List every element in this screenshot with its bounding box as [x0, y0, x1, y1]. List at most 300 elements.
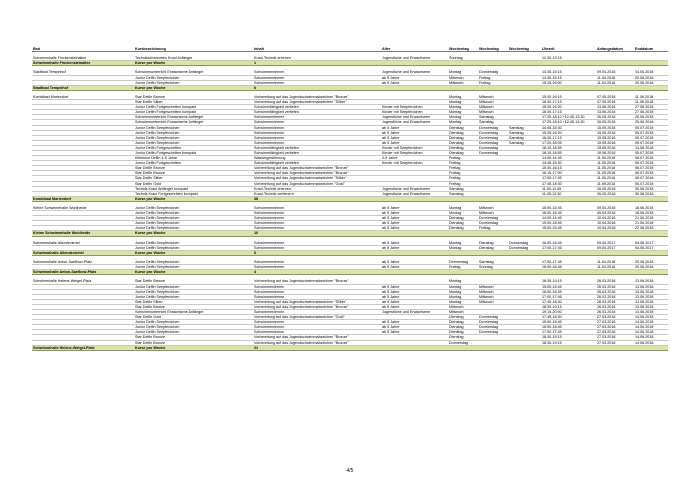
- cell-anfangsdatum: 15.05.2018: [596, 135, 634, 140]
- cell-kurs: Junior Delfin Seepferdchen: [134, 125, 253, 130]
- cell-uhrzeit: 11:45-12:30: [541, 191, 596, 196]
- cell-alter: ab 5 Jahre: [381, 125, 448, 130]
- cell-wochentag-2: Mittwoch: [478, 211, 508, 216]
- cell-alter: Alter: [381, 47, 448, 52]
- cell-inhalt: 10: [253, 231, 381, 236]
- cell-anfangsdatum: 11.04.2018: [596, 265, 634, 270]
- cell-wochentag-2: Mittwoch: [478, 110, 508, 115]
- cell-anfangsdatum: 26.03.2018: [596, 304, 634, 309]
- cell-enddatum: 22.06.2018: [634, 226, 668, 231]
- cell-wochentag-1: Freitag: [448, 156, 478, 161]
- cell-enddatum: 14.06.2018: [634, 340, 668, 345]
- cell-wochentag-1: Freitag: [448, 171, 478, 176]
- cell-wochentag-2: Donnerstag: [478, 216, 508, 221]
- cell-enddatum: 13.06.2018: [634, 299, 668, 304]
- cell-wochentag-1: Freitag: [448, 176, 478, 181]
- cell-anfangsdatum: 11.05.2018: [596, 181, 634, 186]
- cell-enddatum: 14.05.2018: [634, 70, 668, 75]
- cell-kurs: Kurse pro Woche: [134, 61, 253, 66]
- cell-wochentag-1: Montag: [448, 284, 478, 289]
- cell-enddatum: 05.07.2018: [634, 135, 668, 140]
- cell-wochentag-2: Donnerstag: [478, 150, 508, 155]
- cell-enddatum: 21.06.2018: [634, 221, 668, 226]
- cell-enddatum: 06.07.2018: [634, 166, 668, 171]
- cell-enddatum: 11.06.2018: [634, 95, 668, 100]
- cell-inhalt: Vorbereitung auf das Jugendschwimmabzeichen "Silber": [253, 299, 381, 304]
- cell-enddatum: 20.06.2018: [634, 265, 668, 270]
- cell-alter: ab 5 Jahre: [381, 226, 448, 231]
- cell-alter: Jugendliche und Erwachsene: [381, 191, 448, 196]
- cell-bad: Schwimmhalle Helene-Weigel-Platz: [32, 345, 134, 350]
- cell-kurs: Star Delfin Gold: [134, 181, 253, 186]
- cell-alter: ab 5 Jahre: [381, 206, 448, 211]
- cell-uhrzeit: 17:20-18:05: [541, 140, 596, 145]
- cell-uhrzeit: 18:10-18:55: [541, 145, 596, 150]
- cell-enddatum: 21.06.2018: [634, 216, 668, 221]
- cell-alter: ab 5 Jahre: [381, 304, 448, 309]
- cell-alter: Kinder mit Seepferdchen: [381, 150, 448, 155]
- cell-anfangsdatum: 09.04.2018: [596, 70, 634, 75]
- cell-kurs: Kurse pro Woche: [134, 231, 253, 236]
- cell-enddatum: 05.07.2018: [634, 125, 668, 130]
- cell-kurs: Junior Delfin Seepferdchen: [134, 135, 253, 140]
- cell-wochentag-2: Donnerstag: [478, 315, 508, 320]
- cell-wochentag-3: Wochentag: [508, 47, 541, 52]
- cell-anfangsdatum: 27.03.2018: [596, 330, 634, 335]
- cell-wochentag-2: Sonntag: [478, 265, 508, 270]
- cell-alter: ab 5 Jahre: [381, 284, 448, 289]
- cell-inhalt: Schwimmenlernen: [253, 206, 381, 211]
- cell-wochentag-1: Montag: [448, 245, 478, 250]
- cell-wochentag-1: Montag: [448, 294, 478, 299]
- cell-inhalt: Schwimmenlernen: [253, 70, 381, 75]
- cell-inhalt: Schwimmfähigkeit vertiefen: [253, 161, 381, 166]
- cell-kurs: Junior Delfin Fortgeschritten kompakt: [134, 150, 253, 155]
- cell-wochentag-2: Mittwoch: [478, 289, 508, 294]
- cell-enddatum: 06.07.2018: [634, 176, 668, 181]
- cell-inhalt: Schwimmfähigkeit vertiefen: [253, 150, 381, 155]
- cell-inhalt: Schwimmenlernen: [253, 216, 381, 221]
- cell-inhalt: Schwimmenlernen: [253, 221, 381, 226]
- cell-alter: Kinder mit Seepferdchen: [381, 105, 448, 110]
- cell-kurs: Junior Delfin Seepferdchen: [134, 265, 253, 270]
- cell-alter: Kinder mit Seepferdchen: [381, 110, 448, 115]
- cell-anfangsdatum: 26.05.2018: [596, 115, 634, 120]
- cell-anfangsdatum: 11.05.2018: [596, 156, 634, 161]
- cell-wochentag-2: Samstag: [478, 120, 508, 125]
- cell-wochentag-1: Dienstag: [448, 125, 478, 130]
- cell-uhrzeit: Uhrzeit: [541, 47, 596, 52]
- cell-anfangsdatum: 19.06.2018: [596, 150, 634, 155]
- cell-bad: Schwimmhalle Allendeviertel: [32, 241, 134, 246]
- cell-uhrzeit: 18:30-19:15: [541, 304, 596, 309]
- cell-anfangsdatum: 27.03.2018: [596, 340, 634, 345]
- cell-wochentag-1: Wochentag: [448, 47, 478, 52]
- cell-uhrzeit: 16:00-16:45: [541, 325, 596, 330]
- cell-alter: ab 5 Jahre: [381, 289, 448, 294]
- cell-alter: Jugendliche und Erwachsene: [381, 70, 448, 75]
- cell-kurs: Junior Delfin Fortgeschritten kompakt: [134, 110, 253, 115]
- cell-inhalt: Schwimmenlernen: [253, 125, 381, 130]
- cell-wochentag-1: Dienstag: [448, 226, 478, 231]
- cell-uhrzeit: 15:30-16:15: [541, 95, 596, 100]
- cell-uhrzeit: 17:00-17:45: [541, 260, 596, 265]
- cell-alter: 4-5 Jahre: [381, 156, 448, 161]
- cell-kurs: Star Delfin Bronze: [134, 166, 253, 171]
- cell-wochentag-1: Dienstag: [448, 140, 478, 145]
- cell-kurs: Technikschwimmen Kraul Anfänger: [134, 56, 253, 61]
- cell-anfangsdatum: 26.03.2018: [596, 284, 634, 289]
- cell-bad: Schwimmhalle Finckensteinallee: [32, 56, 134, 61]
- cell-inhalt: Vorbereitung auf das Jugendschwimmabzeichen "Gold": [253, 315, 381, 320]
- cell-kurs: Kursbezeichnung: [134, 47, 253, 52]
- cell-wochentag-3: Donnerstag: [508, 241, 541, 246]
- cell-kurs: Junior Delfin Seepferdchen: [134, 330, 253, 335]
- cell-alter: Kinder mit Seepferdchen: [381, 145, 448, 150]
- cell-kurs: Schwimmunterricht Erwachsene Anfänger: [134, 309, 253, 314]
- cell-uhrzeit: 18:30-19:15: [541, 335, 596, 340]
- cell-enddatum: [634, 345, 668, 350]
- cell-alter: ab 5 Jahre: [381, 80, 448, 85]
- cell-alter: ab 5 Jahre: [381, 265, 448, 270]
- cell-inhalt: Vorbereitung auf das Jugendschwimmabzeichen "Silber": [253, 100, 381, 105]
- cell-uhrzeit: 15:15-16:00: [541, 80, 596, 85]
- cell-alter: ab 5 Jahre: [381, 211, 448, 216]
- cell-enddatum: 05.07.2018: [634, 140, 668, 145]
- cell-wochentag-1: Mittwoch: [448, 80, 478, 85]
- cell-inhalt: Vorbereitung auf das Jugendschwimmabzeichen "Bronze": [253, 335, 381, 340]
- cell-wochentag-1: [448, 345, 478, 350]
- cell-kurs: Junior Delfin Seepferdchen: [134, 211, 253, 216]
- cell-inhalt: 21: [253, 345, 381, 350]
- cell-wochentag-1: Dienstag: [448, 145, 478, 150]
- cell-enddatum: 13.06.2018: [634, 284, 668, 289]
- cell-alter: ab 5 Jahre: [381, 260, 448, 265]
- cell-alter: Jugendliche und Erwachsene: [381, 115, 448, 120]
- cell-kurs: Technik Kraul Anfänger kompakt: [134, 186, 253, 191]
- cell-uhrzeit: 18:30-19:15: [541, 279, 596, 284]
- cell-enddatum: 30.06.2018: [634, 186, 668, 191]
- cell-kurs: Kurse pro Woche: [134, 250, 253, 255]
- cell-wochentag-1: Freitag: [448, 181, 478, 186]
- cell-enddatum: 14.06.2018: [634, 315, 668, 320]
- cell-inhalt: Kraul-Technik erlernen: [253, 186, 381, 191]
- cell-enddatum: 20.06.2018: [634, 75, 668, 80]
- cell-wochentag-1: Sonntag: [448, 56, 478, 61]
- cell-wochentag-1: Donnerstag: [448, 260, 478, 265]
- cell-uhrzeit: 17:00-17:45: [541, 330, 596, 335]
- cell-kurs: Kurse pro Woche: [134, 270, 253, 275]
- cell-kurs: Kurse pro Woche: [134, 85, 253, 90]
- cell-uhrzeit: 15:00-15:45: [541, 206, 596, 211]
- cell-wochentag-1: Dienstag: [448, 135, 478, 140]
- cell-bad: Kombibad Mariendorf: [32, 196, 134, 201]
- cell-inhalt: Schwimmenlernen: [253, 330, 381, 335]
- cell-alter: ab 5 Jahre: [381, 320, 448, 325]
- cell-uhrzeit: 15:35-16:20: [541, 130, 596, 135]
- cell-inhalt: Inhalt: [253, 47, 381, 52]
- cell-wochentag-1: Dienstag: [448, 150, 478, 155]
- cell-inhalt: 6: [253, 250, 381, 255]
- cell-anfangsdatum: 27.03.2018: [596, 315, 634, 320]
- cell-bad: Schwimmhalle Allendeviertel: [32, 250, 134, 255]
- cell-uhrzeit: 14:30-15:15: [541, 70, 596, 75]
- cell-inhalt: Vorbereitung auf das Jugendschwimmabzeichen "Bronze": [253, 304, 381, 309]
- cell-kurs: Junior Delfin Seepferdchen: [134, 325, 253, 330]
- cell-kurs: Kurse pro Woche: [134, 345, 253, 350]
- cell-kurs: Star Delfin Silber: [134, 299, 253, 304]
- cell-inhalt: Vorbereitung auf das Jugendschwimmabzeichen "Bronze": [253, 166, 381, 171]
- cell-uhrzeit: 15:30-16:20: [541, 105, 596, 110]
- cell-alter: ab 5 Jahre: [381, 241, 448, 246]
- cell-anfangsdatum: 07.05.2018: [596, 100, 634, 105]
- cell-anfangsdatum: Anfangsdatum: [596, 47, 634, 52]
- cell-uhrzeit: 17:45-18:30: [541, 299, 596, 304]
- cell-uhrzeit: 17:25-18:10 / 12:45-13:30: [541, 115, 596, 120]
- cell-bad: Kleine Schwimmhalle Wuhlheide: [32, 231, 134, 236]
- cell-wochentag-2: Donnerstag: [478, 125, 508, 130]
- cell-wochentag-3: Samstag: [508, 125, 541, 130]
- cell-bad: Schwimmhalle Helene-Weigel-Platz: [32, 279, 134, 284]
- cell-enddatum: 14.06.2018: [634, 330, 668, 335]
- cell-inhalt: Schwimmenlernen: [253, 325, 381, 330]
- cell-bad: Stadtbad Tempelhof: [32, 85, 134, 90]
- cell-anfangsdatum: 26.03.2018: [596, 299, 634, 304]
- cell-anfangsdatum: 27.03.2018: [596, 320, 634, 325]
- cell-enddatum: 13.06.2018: [634, 289, 668, 294]
- cell-inhalt: Schwimmenlernen: [253, 135, 381, 140]
- cell-inhalt: Schwimmenlernen: [253, 320, 381, 325]
- cell-kurs: Junior Delfin Seepferdchen: [134, 289, 253, 294]
- cell-uhrzeit: 16:00-16:45: [541, 241, 596, 246]
- cell-wochentag-1: Montag: [448, 279, 478, 284]
- cell-inhalt: Wassergewöhnung: [253, 156, 381, 161]
- cell-enddatum: 06.07.2018: [634, 156, 668, 161]
- cell-inhalt: Schwimmenlernen: [253, 75, 381, 80]
- cell-inhalt: Schwimmfähigkeit vertiefen: [253, 145, 381, 150]
- cell-anfangsdatum: 11.04.2018: [596, 260, 634, 265]
- cell-anfangsdatum: 15.05.2018: [596, 140, 634, 145]
- cell-wochentag-2: Samstag: [478, 115, 508, 120]
- cell-anfangsdatum: [596, 345, 634, 350]
- cell-alter: ab 5 Jahre: [381, 330, 448, 335]
- cell-kurs: Junior Delfin Seepferdchen: [134, 221, 253, 226]
- cell-inhalt: Schwimmenlernen: [253, 245, 381, 250]
- cell-kurs: Junior Delfin Seepferdchen: [134, 260, 253, 265]
- cell-enddatum: 14.06.2018: [634, 320, 668, 325]
- cell-kurs: Junior Delfin Seepferdchen: [134, 206, 253, 211]
- cell-kurs: Star Delfin Bronze: [134, 340, 253, 345]
- cell-anfangsdatum: 11.05.2018: [596, 161, 634, 166]
- cell-wochentag-2: Donnerstag: [478, 145, 508, 150]
- cell-uhrzeit: 18:30-19:15: [541, 340, 596, 345]
- cell-anfangsdatum: 13.06.2018: [596, 110, 634, 115]
- cell-wochentag-1: Montag: [448, 105, 478, 110]
- cell-bad: Kleine Schwimmhalle Wuhlheide: [32, 206, 134, 211]
- cell-kurs: Junior Delfin Seepferdchen: [134, 75, 253, 80]
- cell-wochentag-2: Wochentag: [478, 47, 508, 52]
- cell-inhalt: Schwimmenlernen: [253, 241, 381, 246]
- cell-wochentag-1: Dienstag: [448, 216, 478, 221]
- cell-wochentag-2: Dienstag: [478, 245, 508, 250]
- cell-enddatum: 13.06.2018: [634, 309, 668, 314]
- cell-alter: ab 5 Jahre: [381, 299, 448, 304]
- cell-wochentag-1: Montag: [448, 115, 478, 120]
- cell-anfangsdatum: 26.03.2018: [596, 309, 634, 314]
- cell-anfangsdatum: 09.04.2017: [596, 245, 634, 250]
- cell-wochentag-1: Mittwoch: [448, 75, 478, 80]
- cell-wochentag-2: Freitag: [478, 80, 508, 85]
- cell-anfangsdatum: 10.04.2018: [596, 216, 634, 221]
- cell-inhalt: Schwimmenlernen: [253, 309, 381, 314]
- cell-alter: ab 5 Jahre: [381, 294, 448, 299]
- cell-wochentag-1: Montag: [448, 289, 478, 294]
- cell-uhrzeit: 17:00-17:45: [541, 294, 596, 299]
- cell-kurs: Junior Delfin Seepferdchen: [134, 320, 253, 325]
- cell-enddatum: 13.06.2018: [634, 294, 668, 299]
- cell-wochentag-2: Donnerstag: [478, 135, 508, 140]
- cell-enddatum: 13.06.2018: [634, 279, 668, 284]
- cell-uhrzeit: 15:00-15:45: [541, 226, 596, 231]
- cell-enddatum: 04.06.2017: [634, 241, 668, 246]
- cell-wochentag-1: Dienstag: [448, 315, 478, 320]
- cell-inhalt: Schwimmenlernen: [253, 294, 381, 299]
- cell-kurs: Junior Delfin Seepferdchen: [134, 245, 253, 250]
- cell-inhalt: Vorbereitung auf das Jugendschwimmabzeichen "Bronze": [253, 171, 381, 176]
- cell-kurs: Junior Delfin Seepferdchen: [134, 130, 253, 135]
- cell-alter: Jugendliche und Erwachsene: [381, 186, 448, 191]
- cell-kurs: Technik Kraul Fortgeschritten kompakt: [134, 191, 253, 196]
- cell-inhalt: Schwimmenlernen: [253, 115, 381, 120]
- cell-alter: ab 5 Jahre: [381, 130, 448, 135]
- cell-uhrzeit: 15:00-15:45: [541, 221, 596, 226]
- cell-wochentag-2: Mittwoch: [478, 206, 508, 211]
- cell-anfangsdatum: 15.05.2018: [596, 125, 634, 130]
- cell-alter: Jugendliche und Erwachsene: [381, 56, 448, 61]
- cell-wochentag-2: Dienstag: [478, 241, 508, 246]
- cell-uhrzeit: 17:00-17:45: [541, 176, 596, 181]
- cell-enddatum: Enddatum: [634, 47, 668, 52]
- cell-enddatum: 25.06.2018: [634, 115, 668, 120]
- cell-enddatum: 13.06.2018: [634, 304, 668, 309]
- cell-wochentag-2: Mittwoch: [478, 100, 508, 105]
- cell-wochentag-1: Mittwoch: [448, 309, 478, 314]
- cell-enddatum: 14.06.2018: [634, 325, 668, 330]
- cell-kurs: Junior Delfin Fortgeschritten: [134, 145, 253, 150]
- cell-wochentag-1: Dienstag: [448, 320, 478, 325]
- cell-inhalt: Vorbereitung auf das Jugendschwimmabzeichen "Gold": [253, 181, 381, 186]
- cell-anfangsdatum: 26.05.2018: [596, 120, 634, 125]
- cell-kurs: Star Delfin Bronze: [134, 95, 253, 100]
- cell-wochentag-1: Samstag: [448, 191, 478, 196]
- cell-wochentag-1: Montag: [448, 120, 478, 125]
- cell-kurs: Star Delfin Bronze: [134, 335, 253, 340]
- cell-uhrzeit: 19:15-20:00: [541, 309, 596, 314]
- cell-uhrzeit: 15:00-15:45: [541, 320, 596, 325]
- cell-uhrzeit: 17:45-18:30: [541, 181, 596, 186]
- cell-wochentag-3: Samstag: [508, 135, 541, 140]
- cell-inhalt: Schwimmenlernen: [253, 120, 381, 125]
- cell-bad: Bad: [32, 47, 134, 52]
- cell-anfangsdatum: 26.05.2018: [596, 186, 634, 191]
- cell-wochentag-3: Samstag: [508, 140, 541, 145]
- cell-enddatum: 14.06.2018: [634, 335, 668, 340]
- cell-kurs: Junior Delfin Seepferdchen: [134, 140, 253, 145]
- cell-uhrzeit: 16:30-17:15: [541, 110, 596, 115]
- cell-kurs: Star Delfin Silber: [134, 100, 253, 105]
- course-table: [32, 47, 668, 351]
- cell-wochentag-1: Donnerstag: [448, 340, 478, 345]
- cell-inhalt: Vorbereitung auf das Jugendschwimmabzeichen "Bronze": [253, 340, 381, 345]
- cell-wochentag-1: Montag: [448, 95, 478, 100]
- cell-kurs: Junior Delfin Seepferdchen: [134, 216, 253, 221]
- cell-kurs: Junior Delfin Seepferdchen: [134, 284, 253, 289]
- cell-alter: ab 5 Jahre: [381, 325, 448, 330]
- cell-inhalt: Kraul-Technik verfeinern: [253, 191, 381, 196]
- cell-anfangsdatum: 15.05.2018: [596, 130, 634, 135]
- cell-enddatum: 18.06.2018: [634, 206, 668, 211]
- cell-wochentag-2: Mittwoch: [478, 294, 508, 299]
- cell-bad: Kombibad Mariendorf: [32, 95, 134, 100]
- cell-inhalt: 6: [253, 85, 381, 90]
- cell-anfangsdatum: 27.03.2018: [596, 325, 634, 330]
- cell-inhalt: Schwimmenlernen: [253, 211, 381, 216]
- cell-inhalt: Schwimmfähigkeit vertiefen: [253, 110, 381, 115]
- cell-enddatum: 06.07.2018: [634, 181, 668, 186]
- cell-inhalt: Schwimmfähigkeit vertiefen: [253, 105, 381, 110]
- cell-wochentag-1: Dienstag: [448, 325, 478, 330]
- cell-alter: ab 5 Jahre: [381, 221, 448, 226]
- cell-wochentag-1: Mittwoch: [448, 304, 478, 309]
- cell-inhalt: Schwimmenlernen: [253, 140, 381, 145]
- cell-enddatum: 14.06.2018: [634, 145, 668, 150]
- cell-kurs: Star Delfin Silber: [134, 176, 253, 181]
- cell-uhrzeit: 16:00-16:45: [541, 265, 596, 270]
- cell-alter: ab 5 Jahre: [381, 140, 448, 145]
- cell-wochentag-1: Montag: [448, 206, 478, 211]
- cell-wochentag-1: Montag: [448, 211, 478, 216]
- cell-wochentag-1: Montag: [448, 100, 478, 105]
- cell-enddatum: 05.07.2018: [634, 150, 668, 155]
- cell-anfangsdatum: 26.03.2018: [596, 294, 634, 299]
- cell-inhalt: Schwimmenlernen: [253, 226, 381, 231]
- cell-uhrzeit: 15:00-15:45: [541, 284, 596, 289]
- table-body: [32, 47, 668, 350]
- cell-inhalt: Schwimmenlernen: [253, 284, 381, 289]
- cell-inhalt: Vorbereitung auf das Jugendschwimmabzeichen "Silber": [253, 176, 381, 181]
- cell-wochentag-2: Donnerstag: [478, 221, 508, 226]
- course-schedule-sheet: [32, 47, 668, 351]
- cell-wochentag-1: Montag: [448, 241, 478, 246]
- cell-wochentag-1: Montag: [448, 110, 478, 115]
- cell-alter: Kinder mit Seepferdchen: [381, 161, 448, 166]
- cell-inhalt: Schwimmenlernen: [253, 80, 381, 85]
- cell-wochentag-2: Donnerstag: [478, 325, 508, 330]
- cell-enddatum: 25.06.2018: [634, 120, 668, 125]
- cell-anfangsdatum: 11.04.2018: [596, 80, 634, 85]
- cell-anfangsdatum: 10.04.2018: [596, 221, 634, 226]
- cell-enddatum: 30.06.2018: [634, 191, 668, 196]
- cell-kurs: Junior Delfin Fortgeschritten kompakt: [134, 105, 253, 110]
- cell-inhalt: Kraul-Technik erlernen: [253, 56, 381, 61]
- cell-kurs: Schwimmunterricht Erwachsene Anfänger: [134, 120, 253, 125]
- cell-wochentag-1: Dienstag: [448, 335, 478, 340]
- cell-uhrzeit: 17:45-18:30: [541, 315, 596, 320]
- cell-anfangsdatum: 26.03.2018: [596, 289, 634, 294]
- cell-alter: ab 5 Jahre: [381, 216, 448, 221]
- cell-uhrzeit: 18:10-18:55: [541, 150, 596, 155]
- cell-inhalt: Schwimmenlernen: [253, 265, 381, 270]
